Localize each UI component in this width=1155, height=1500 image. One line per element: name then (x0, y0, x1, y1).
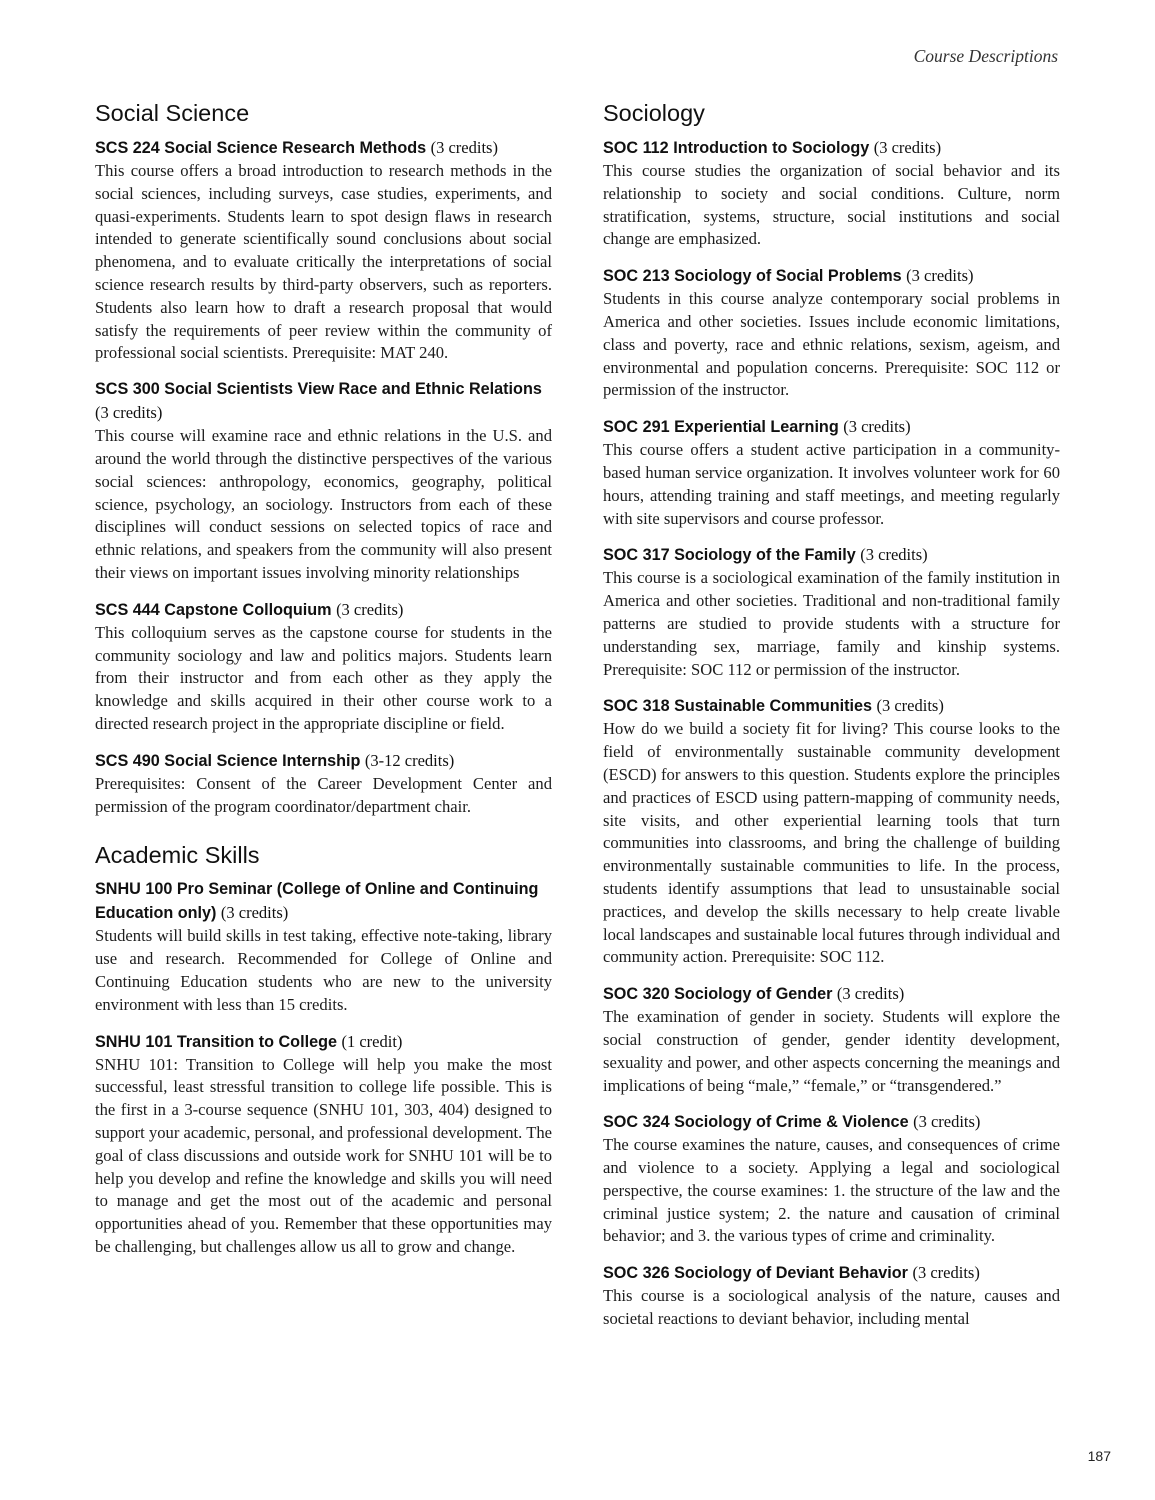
course-heading (603, 264, 1060, 288)
course-entry-snhu-101 (95, 1030, 552, 1259)
course-code: SOC 317 (603, 546, 670, 565)
course-description: This course offers a student active participation in a community-based human service organization. It involves volunteer work for 60 hours, attending training and staff meetings, and meeting regularly with site supervisors and course professor. (603, 440, 1060, 528)
course-entry-scs-444 (95, 598, 552, 736)
course-title: Sustainable Communities (674, 697, 872, 716)
course-heading (603, 415, 1060, 439)
course-title: Social Science Internship (164, 751, 361, 770)
course-code: SOC 318 (603, 697, 670, 716)
course-title: Sociology of Deviant Behavior (674, 1264, 908, 1283)
course-code: SCS 224 (95, 139, 160, 157)
course-title: Sociology of Crime & Violence (674, 1113, 909, 1132)
course-entry-scs-300 (95, 378, 552, 585)
course-code: SOC 213 (603, 267, 670, 286)
course-credits: (1 credit) (341, 1031, 403, 1051)
course-code: SCS 300 (95, 380, 160, 399)
section-title-academic-skills: Academic Skills (95, 842, 260, 869)
course-entry-snhu-100 (95, 878, 552, 1016)
course-entry-scs-490 (95, 749, 552, 819)
course-description: This course studies the organization of social behavior and its relationship to society and social conditions. Culture, norm stratification, systems, structure, social institutions and social change are emphasized. (603, 161, 1060, 249)
course-code: SNHU 101 (95, 1032, 173, 1051)
left-column (95, 98, 552, 1272)
course-credits: (3-12 credits) (364, 750, 455, 770)
course-description: This course will examine race and ethnic relations in the U.S. and around the world through the distinctive perspectives of the various social sciences: anthropology, economics, geography, political science, psychology, an sociology. Instructors from each of these disciplines will conduct sessions on selected topics of race and ethnic relations, and speakers from the community will also present their views on important issues involving minority relationships (95, 426, 552, 582)
course-heading (603, 136, 1060, 160)
course-heading (95, 136, 552, 160)
course-credits: (3 credits) (95, 403, 163, 423)
running-header: Course Descriptions (913, 46, 1058, 66)
course-entry-soc-317 (603, 543, 1060, 681)
course-heading (95, 1030, 552, 1054)
course-title: Experiential Learning (674, 418, 839, 437)
course-credits: (3 credits) (860, 545, 928, 565)
course-code: SCS 490 (95, 751, 160, 770)
course-code: SOC 112 (603, 139, 669, 157)
course-credits: (3 credits) (430, 138, 498, 157)
course-heading (603, 982, 1060, 1006)
course-description: Students will build skills in test taking, effective note-taking, library use and research. Recommended for College of Online and Continuing Education students who are new to the university environment with less than 15 credits. (95, 926, 552, 1014)
course-description: SNHU 101: Transition to College will help you make the most successful, least stressful transition to college life possible. This is the first in a 3-course sequence (SNHU 101, 303, 404) designed to support your academic, personal, and professional development. The goal of class discussions and outside work for SNHU 101 will be to help you develop and refine the knowledge and skills you will need to manage and get the most out of the academic and personal opportunities ahead of you. Remember that these opportunities may be challenging, but challenges allow us all to grow and change. (95, 1054, 552, 1256)
course-entry-soc-320 (603, 982, 1060, 1097)
course-entry-soc-213 (603, 264, 1060, 402)
course-entry-soc-324 (603, 1110, 1060, 1248)
course-entry-scs-224 (95, 136, 552, 365)
course-code: SOC 320 (603, 985, 670, 1004)
course-entry-soc-291 (603, 415, 1060, 530)
course-entry-soc-326 (603, 1261, 1060, 1331)
course-description: This course is a sociological analysis of the nature, causes and societal reactions to deviant behavior, including mental (603, 1286, 1060, 1329)
course-title: Sociology of the Family (674, 546, 856, 565)
course-heading (603, 543, 1060, 567)
course-description: The examination of gender in society. Students will explore the social construction of gender, gender identity development, sexuality and power, and other aspects concerning the meanings and implications of being “male,” “female,” or “transgendered.” (603, 1007, 1060, 1095)
course-description: Students in this course analyze contemporary social problems in America and other societies. Issues include economic limitations, class and poverty, race and ethnic relations, sexism, ageism, and environmental and population concerns. Prerequisite: SOC 112 or permission of the instructor. (603, 289, 1060, 400)
section-title-sociology: Sociology (603, 100, 705, 126)
course-title: Sociology of Social Problems (674, 267, 902, 286)
course-code: SOC 326 (603, 1264, 670, 1283)
course-description: Prerequisites: Consent of the Career Development Center and permission of the program coordinator/department chair. (95, 773, 552, 816)
course-description: This course is a sociological examination of the family institution in America and other societies. Traditional and non-traditional family patterns are studied to provide students with a structure for understanding sex, marriage, family and kinship systems. Prerequisite: SOC 112 or permission of the instructor. (603, 568, 1060, 679)
course-credits: (3 credits) (873, 138, 942, 157)
course-description: This course offers a broad introduction to research methods in the social sciences, including surveys, case studies, experiments, and quasi-experiments. Students learn to spot design flaws in research intended to generate scientifically sound conclusions about social phenomena, and to evaluate critically the interpretations of social science research results by third-party observers, such as reporters. Students also learn how to draft a research proposal that would satisfy the requirements of peer review within the community of professional social scientists. Prerequisite: MAT 240. (95, 161, 552, 363)
course-title: Social Scientists View Race and Ethnic Relations (164, 380, 542, 399)
course-heading (95, 378, 552, 425)
course-heading (95, 749, 552, 773)
section-title-social-science: Social Science (95, 100, 250, 126)
course-credits: (3 credits) (913, 1112, 981, 1132)
course-description: This colloquium serves as the capstone course for students in the community sociology and law and politics majors. Students learn from their instructor and from each other as they apply the knowledge and skills acquired in their other course work to a directed research project in the appropriate discipline or field. (95, 622, 552, 733)
course-title: Social Science Research Methods (164, 139, 427, 157)
course-credits: (3 credits) (836, 984, 905, 1004)
course-credits: (3 credits) (876, 696, 944, 716)
right-column (603, 98, 1060, 1344)
course-heading (95, 878, 552, 925)
page-number: 187 (1087, 1448, 1111, 1464)
course-heading (603, 1110, 1060, 1134)
course-credits: (3 credits) (912, 1263, 980, 1283)
course-title: Sociology of Gender (674, 985, 833, 1004)
course-code: SNHU 100 (95, 880, 173, 899)
course-title: Introduction to Sociology (673, 139, 870, 157)
course-code: SCS 444 (95, 600, 160, 619)
course-heading (603, 1261, 1060, 1285)
course-entry-soc-318 (603, 694, 1060, 969)
course-entry-soc-112 (603, 136, 1060, 251)
course-description: The course examines the nature, causes, and consequences of crime and violence to a society. Applying a legal and sociological perspective, the course examines: 1. the structure of the law and the criminal justice system; 2. the nature and causation of criminal behavior; and 3. the various types of crime and criminality. (603, 1135, 1060, 1246)
course-credits: (3 credits) (843, 417, 911, 437)
course-code: SOC 324 (603, 1113, 670, 1132)
course-credits: (3 credits) (906, 266, 974, 286)
course-code: SOC 291 (603, 418, 670, 437)
course-title: Capstone Colloquium (164, 600, 332, 619)
course-credits: (3 credits) (220, 903, 289, 923)
course-credits: (3 credits) (336, 599, 404, 619)
course-title: Pro Seminar (College of Online and Continuing Education only) (95, 880, 539, 923)
course-title: Transition to College (176, 1032, 337, 1051)
course-heading (95, 598, 552, 622)
course-heading (603, 694, 1060, 718)
course-description: How do we build a society fit for living? This course looks to the field of environmentally sustainable community development (ESCD) for answers to this question. Students explore the principles and practices of ESCD using pattern-mapping of community needs, site visits, and other experiential learning tools that turn communities into classrooms, and bring the challenge of building environmentally sustainable communities to life. In the process, students identify assumptions that lead to unsustainable social practices, and develop the skills necessary to help create livable local landscapes and sustainable local futures through individual and community action. Prerequisite: SOC 112. (603, 719, 1060, 967)
